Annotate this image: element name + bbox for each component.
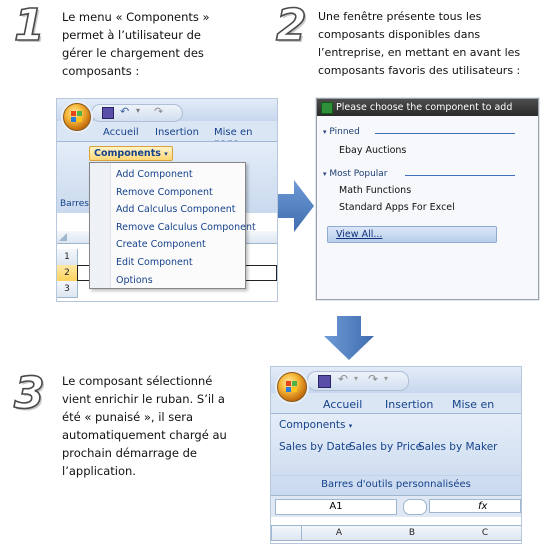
excel-ribbon-screenshot-3: [270, 366, 522, 544]
column-header[interactable]: C: [449, 525, 522, 541]
tab-insertion[interactable]: Insertion: [385, 398, 434, 411]
menu-item-edit-component[interactable]: Edit Component: [116, 256, 193, 268]
step-3-line: vient enrichir le ruban. S’il a: [62, 392, 225, 406]
component-item-standard-apps[interactable]: Standard Apps For Excel: [339, 202, 455, 213]
save-icon[interactable]: [318, 375, 331, 388]
step-number-1: 1: [14, 0, 45, 51]
dropdown-arrow-icon[interactable]: ▾: [354, 374, 359, 383]
components-menu-button[interactable]: [279, 419, 352, 431]
chevron-down-icon: ▾: [323, 128, 327, 136]
step-1-line: permet à l’utilisateur de: [62, 28, 201, 42]
menu-item-add-calculus-component[interactable]: Add Calculus Component: [116, 204, 236, 216]
fx-icon[interactable]: fx: [429, 499, 521, 513]
name-box[interactable]: A1: [275, 499, 397, 515]
menu-item-remove-component[interactable]: Remove Component: [116, 186, 213, 198]
dialog-title-bar: [317, 99, 538, 116]
group-label: Barres d'outils personnalisées: [321, 479, 471, 490]
row-header[interactable]: 1: [57, 249, 78, 266]
excel-app-icon: [321, 102, 333, 114]
step-3-line: Le composant sélectionné: [62, 374, 213, 388]
tab-mise-en-page[interactable]: Mise en: [214, 127, 253, 138]
redo-icon[interactable]: ↷: [154, 105, 164, 118]
row-header-selected[interactable]: 2: [57, 265, 78, 282]
most-popular-section-header[interactable]: [323, 169, 388, 179]
sales-by-price-button[interactable]: Sales by Price: [349, 441, 423, 453]
step-3-line: l’application.: [62, 464, 136, 478]
arrow-right-icon: [278, 180, 314, 232]
save-icon[interactable]: [102, 107, 114, 119]
components-dropdown-menu: [89, 162, 256, 289]
pinned-label: Pinned: [329, 127, 360, 137]
arrow-down-icon: [324, 316, 374, 360]
chevron-down-icon: ▾: [348, 422, 353, 430]
excel-ribbon-screenshot-1: [56, 98, 278, 302]
sales-by-date-button[interactable]: Sales by Date: [279, 441, 352, 453]
chevron-down-icon: ▾: [164, 150, 168, 158]
quick-access-toolbar: [307, 371, 409, 391]
step-number-2: 2: [276, 0, 307, 51]
undo-icon[interactable]: ↶: [338, 372, 349, 386]
office-button[interactable]: [63, 103, 91, 131]
component-picker-dialog: [316, 98, 539, 300]
view-all-button[interactable]: View All...: [327, 226, 497, 243]
formula-toggle[interactable]: [403, 499, 427, 515]
most-popular-label: Most Popular: [329, 169, 388, 179]
divider: [375, 133, 515, 134]
menu-item-remove-calculus-component[interactable]: Remove Calculus Component: [116, 221, 256, 233]
components-menu-button[interactable]: [89, 146, 173, 161]
step-3-line: automatiquement chargé au: [62, 428, 227, 442]
quick-access-toolbar: [91, 104, 183, 122]
step-number-3: 3: [14, 368, 45, 419]
menu-item-options[interactable]: Options: [116, 274, 153, 286]
step-1-text: [62, 8, 267, 80]
tab-accueil[interactable]: Accueil: [103, 127, 139, 138]
step-2-line: Une fenêtre présente tous les: [318, 10, 482, 23]
step-1-line: gérer le chargement des: [62, 46, 204, 60]
column-header[interactable]: B: [375, 525, 450, 541]
sales-by-maker-button[interactable]: Sales by Maker: [418, 441, 498, 453]
pinned-section-header[interactable]: [323, 127, 360, 137]
divider: [405, 175, 515, 176]
column-header[interactable]: A: [301, 525, 377, 541]
group-label: Barres: [60, 199, 89, 209]
dropdown-arrow-icon[interactable]: ▾: [136, 106, 141, 115]
step-3-text: [62, 372, 262, 480]
row-header[interactable]: 3: [57, 281, 78, 298]
step-3-line: été « punaisé », il sera: [62, 410, 194, 424]
step-2-text: [318, 8, 550, 80]
tab-mise-en-page[interactable]: Mise en: [452, 398, 495, 411]
component-item-math-functions[interactable]: Math Functions: [339, 185, 412, 196]
component-item-ebay-auctions[interactable]: Ebay Auctions: [339, 145, 407, 156]
menu-item-add-component[interactable]: Add Component: [116, 169, 193, 180]
office-logo-icon: [71, 111, 83, 123]
step-2-line: composants disponibles dans: [318, 28, 481, 41]
components-label: Components: [94, 148, 161, 159]
office-logo-icon: [286, 381, 298, 393]
chevron-down-icon: ▾: [323, 170, 327, 178]
dropdown-arrow-icon[interactable]: ▾: [384, 374, 389, 383]
menu-items: [90, 166, 256, 289]
step-2-line: composants favoris des utilisateurs :: [318, 64, 521, 77]
tab-accueil[interactable]: Accueil: [323, 398, 363, 411]
step-1-line: composants :: [62, 64, 140, 78]
redo-icon[interactable]: ↷: [368, 372, 379, 386]
menu-item-create-component[interactable]: Create Component: [116, 239, 206, 251]
select-all-icon[interactable]: [59, 233, 67, 241]
undo-icon[interactable]: ↶: [120, 105, 130, 118]
office-button[interactable]: [277, 372, 307, 402]
step-2-line: l’entreprise, en mettant en avant les: [318, 46, 521, 59]
select-all-icon[interactable]: [271, 525, 303, 541]
step-1-line: Le menu « Components »: [62, 10, 210, 24]
dialog-title: Please choose the component to add: [336, 102, 513, 113]
components-label: Components: [279, 419, 346, 431]
step-3-line: prochain démarrage de: [62, 446, 197, 460]
divider: [271, 475, 521, 476]
tab-insertion[interactable]: Insertion: [155, 127, 199, 138]
